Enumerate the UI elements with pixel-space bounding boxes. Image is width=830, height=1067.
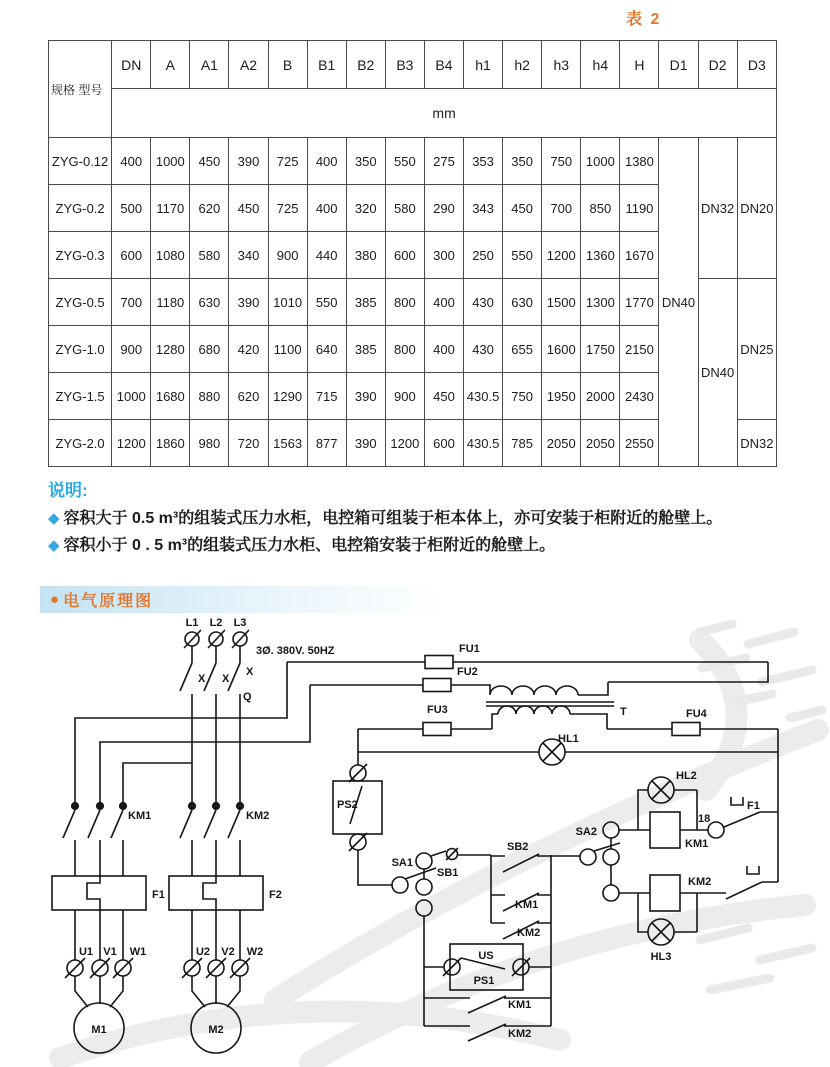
cell: 290 — [424, 185, 463, 232]
fuse-fu3 — [358, 723, 492, 736]
label-supply: 3Ø. 380V. 50HZ — [256, 645, 335, 657]
cell: 390 — [229, 138, 268, 185]
cell: 1300 — [581, 279, 620, 326]
label-f1: F1 — [152, 889, 165, 901]
cell: 900 — [385, 373, 424, 420]
cell: 725 — [268, 138, 307, 185]
cell: 550 — [385, 138, 424, 185]
cell: 450 — [424, 373, 463, 420]
cell: 680 — [190, 326, 229, 373]
cell: 785 — [503, 420, 542, 467]
col-header: h1 — [464, 41, 503, 89]
cell-d2: DN32 — [698, 138, 737, 279]
label-w2: W2 — [246, 946, 264, 958]
label-km1-aux: KM1 — [515, 899, 539, 911]
label-sb1: SB1 — [437, 867, 459, 879]
label-v1: V1 — [103, 946, 117, 958]
note-text: 容积小于 0 . 5 m³的组装式压力水柜、电控箱安装于柜附近的舱壁上。 — [63, 537, 556, 554]
label-q: Q — [243, 691, 252, 703]
label-km1-coil: KM1 — [685, 838, 709, 850]
cell: 353 — [464, 138, 503, 185]
cell: 1200 — [385, 420, 424, 467]
label-km2-coil: KM2 — [688, 876, 712, 888]
cell: 850 — [581, 185, 620, 232]
fuse-fu2 — [310, 679, 490, 695]
cell: 900 — [112, 326, 151, 373]
cell-d2: DN40 — [698, 279, 737, 467]
cell: 720 — [229, 420, 268, 467]
col-header: H — [620, 41, 659, 89]
cell: 340 — [229, 232, 268, 279]
fuse-fu4 — [607, 723, 778, 736]
cell: 877 — [307, 420, 346, 467]
cell: 350 — [346, 138, 385, 185]
cell: 1500 — [542, 279, 581, 326]
button-sb1 — [392, 868, 436, 895]
cell: 800 — [385, 326, 424, 373]
note-item — [48, 507, 796, 531]
cell: 1190 — [620, 185, 659, 232]
cell: 2050 — [581, 420, 620, 467]
label-sa1: SA1 — [391, 857, 413, 869]
col-header: A1 — [190, 41, 229, 89]
label-t: T — [620, 706, 627, 718]
cell: 430.5 — [464, 420, 503, 467]
cell: 430.5 — [464, 373, 503, 420]
row-model: ZYG-0.5 — [49, 279, 112, 326]
label-m2: M2 — [208, 1024, 224, 1036]
col-header: B2 — [346, 41, 385, 89]
cell: 550 — [307, 279, 346, 326]
label-sb2: SB2 — [507, 841, 529, 853]
col-header: B1 — [307, 41, 346, 89]
col-header: B — [268, 41, 307, 89]
cell: 1280 — [151, 326, 190, 373]
cell: 1080 — [151, 232, 190, 279]
cell: 700 — [112, 279, 151, 326]
row-model: ZYG-1.5 — [49, 373, 112, 420]
cell: 450 — [503, 185, 542, 232]
cell: 980 — [190, 420, 229, 467]
cell: 500 — [112, 185, 151, 232]
cell: 600 — [424, 420, 463, 467]
col-header: B3 — [385, 41, 424, 89]
cell: 600 — [385, 232, 424, 279]
cell: 1100 — [268, 326, 307, 373]
note-text: 容积大于 0.5 m³的组装式压力水柜，电控箱可组装于柜本体上，亦可安装于柜附近的舱壁上。 — [63, 510, 723, 527]
col-header: A — [151, 41, 190, 89]
table-caption: 表 2 — [626, 11, 662, 28]
cell-d1: DN40 — [659, 138, 698, 467]
cell: 725 — [268, 185, 307, 232]
cell: 1750 — [581, 326, 620, 373]
label-w1: W1 — [129, 946, 147, 958]
cell: 1000 — [151, 138, 190, 185]
cell: 2150 — [620, 326, 659, 373]
note-item — [48, 534, 796, 558]
label-km2-low: KM2 — [508, 1028, 532, 1040]
cell-d3: DN32 — [737, 420, 776, 467]
row-model: ZYG-0.3 — [49, 232, 112, 279]
cell: 900 — [268, 232, 307, 279]
cell: 400 — [307, 138, 346, 185]
power-terminals — [184, 630, 249, 648]
cell: 400 — [307, 185, 346, 232]
cell: 1010 — [268, 279, 307, 326]
motor-branch-1 — [52, 803, 146, 1053]
label-l2: L2 — [209, 617, 223, 629]
col-header: h3 — [542, 41, 581, 89]
cell: 320 — [346, 185, 385, 232]
cell: 1770 — [620, 279, 659, 326]
label-v2: V2 — [221, 946, 235, 958]
diamond-bullet-icon: ◆ — [48, 510, 60, 527]
cell: 620 — [190, 185, 229, 232]
label-hl1: HL1 — [558, 733, 579, 745]
cell: 343 — [464, 185, 503, 232]
cell: 2550 — [620, 420, 659, 467]
cell: 630 — [190, 279, 229, 326]
col-header: h4 — [581, 41, 620, 89]
cell: 1563 — [268, 420, 307, 467]
cell: 385 — [346, 279, 385, 326]
cell: 1000 — [581, 138, 620, 185]
cell: 1950 — [542, 373, 581, 420]
col-header: D3 — [737, 41, 776, 89]
cell: 420 — [229, 326, 268, 373]
label-fu1: FU1 — [459, 643, 480, 655]
col-header: D2 — [698, 41, 737, 89]
label-fu4: FU4 — [686, 708, 707, 720]
cell: 620 — [229, 373, 268, 420]
label-x3: X — [246, 666, 254, 678]
cell: 390 — [346, 373, 385, 420]
cell: 550 — [503, 232, 542, 279]
col-header: h2 — [503, 41, 542, 89]
schematic-labels — [79, 617, 760, 1040]
cell: 450 — [229, 185, 268, 232]
cell: 1860 — [151, 420, 190, 467]
fuse-fu1 — [287, 656, 768, 683]
cell: 700 — [542, 185, 581, 232]
unit-header: mm — [112, 89, 777, 138]
label-km1-low: KM1 — [508, 999, 532, 1011]
cell-d3: DN25 — [737, 279, 776, 420]
cell: 640 — [307, 326, 346, 373]
label-hl3: HL3 — [650, 951, 672, 963]
cell: 390 — [346, 420, 385, 467]
cell: 1200 — [112, 420, 151, 467]
label-x2: X — [222, 673, 230, 685]
cell: 350 — [503, 138, 542, 185]
label-l3: L3 — [233, 617, 247, 629]
row-model: ZYG-0.12 — [49, 138, 112, 185]
row-model: ZYG-0.2 — [49, 185, 112, 232]
col-header: DN — [112, 41, 151, 89]
cell: 1600 — [542, 326, 581, 373]
label-u1: U1 — [78, 946, 94, 958]
cell: 275 — [424, 138, 463, 185]
cell: 1180 — [151, 279, 190, 326]
schematic-section-header — [40, 586, 445, 613]
row-model: ZYG-1.0 — [49, 326, 112, 373]
cell: 655 — [503, 326, 542, 373]
label-wire18: 18 — [698, 813, 711, 825]
spec-table — [48, 40, 777, 467]
cell: 1200 — [542, 232, 581, 279]
cell: 580 — [190, 232, 229, 279]
col-header: A2 — [229, 41, 268, 89]
cell: 440 — [307, 232, 346, 279]
cell: 580 — [385, 185, 424, 232]
cell: 1680 — [151, 373, 190, 420]
cell: 400 — [424, 279, 463, 326]
label-km1-main: KM1 — [128, 810, 152, 822]
notes-title: 说明: — [48, 481, 88, 500]
cell: 1360 — [581, 232, 620, 279]
cell: 600 — [112, 232, 151, 279]
circle-bullet-icon: ● — [50, 591, 60, 608]
label-x1: X — [198, 673, 206, 685]
electrical-schematic — [0, 612, 830, 1067]
cell: 390 — [229, 279, 268, 326]
cell: 715 — [307, 373, 346, 420]
col-header: B4 — [424, 41, 463, 89]
cell: 400 — [424, 326, 463, 373]
cell: 380 — [346, 232, 385, 279]
label-us: US — [478, 950, 494, 962]
label-fu3: FU3 — [427, 704, 448, 716]
col-header: D1 — [659, 41, 698, 89]
label-ps2: PS2 — [337, 799, 358, 811]
label-km2-aux: KM2 — [517, 927, 541, 939]
cell: 2000 — [581, 373, 620, 420]
label-f1-contact: F1 — [747, 800, 760, 812]
cell: 1670 — [620, 232, 659, 279]
cell: 2050 — [542, 420, 581, 467]
label-sa2: SA2 — [575, 826, 597, 838]
label-km2-main: KM2 — [246, 810, 270, 822]
cell: 450 — [190, 138, 229, 185]
cell: 750 — [542, 138, 581, 185]
label-m1: M1 — [91, 1024, 107, 1036]
cell: 750 — [503, 373, 542, 420]
section-title: 电气原理图 — [63, 593, 154, 610]
notes-section — [48, 476, 796, 561]
cell: 385 — [346, 326, 385, 373]
cell: 300 — [424, 232, 463, 279]
cell: 2430 — [620, 373, 659, 420]
label-hl2: HL2 — [676, 770, 697, 782]
label-l1: L1 — [185, 617, 199, 629]
cell: 1380 — [620, 138, 659, 185]
label-u2: U2 — [195, 946, 211, 958]
cell: 430 — [464, 326, 503, 373]
cell: 800 — [385, 279, 424, 326]
cell: 430 — [464, 279, 503, 326]
row-model: ZYG-2.0 — [49, 420, 112, 467]
cell-d3: DN20 — [737, 138, 776, 279]
label-f2: F2 — [269, 889, 282, 901]
cell: 1000 — [112, 373, 151, 420]
cell: 400 — [112, 138, 151, 185]
cell: 630 — [503, 279, 542, 326]
cell: 250 — [464, 232, 503, 279]
label-ps1: PS1 — [473, 975, 495, 987]
model-header: 规格 型号 — [49, 41, 112, 138]
cell: 1170 — [151, 185, 190, 232]
cell: 880 — [190, 373, 229, 420]
transformer — [486, 682, 614, 729]
label-fu2: FU2 — [457, 666, 478, 678]
breaker-q — [180, 646, 240, 803]
cell: 1290 — [268, 373, 307, 420]
diamond-bullet-icon: ◆ — [48, 537, 60, 554]
